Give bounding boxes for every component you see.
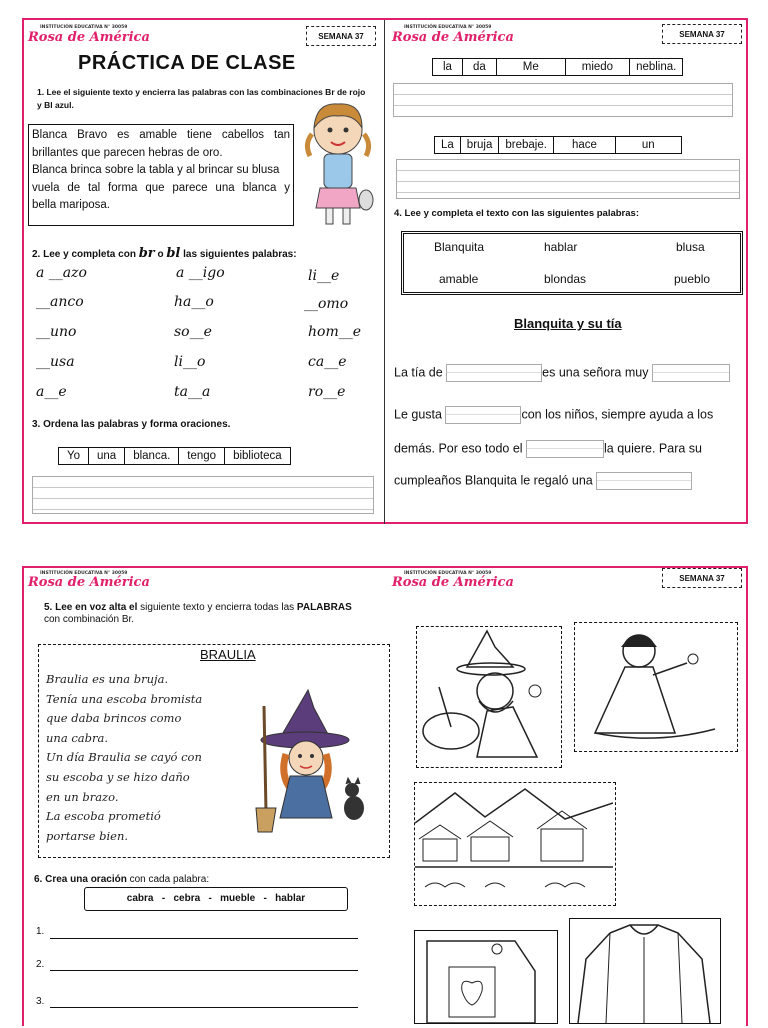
- line-number: 3.: [36, 996, 45, 1007]
- page-title: PRÁCTICA DE CLASE: [78, 52, 296, 74]
- word-tile: bruja: [461, 137, 500, 153]
- story-text-block: [46, 670, 202, 846]
- word-tile: blanca.: [125, 448, 179, 464]
- bl-combination: bl: [166, 246, 181, 261]
- blouse-frame: [569, 918, 721, 1024]
- word-tile: da: [463, 59, 497, 75]
- word-tile: brebaje.: [499, 137, 554, 153]
- story-line: Braulia es una bruja.: [46, 672, 169, 686]
- line-number: 1.: [36, 926, 45, 937]
- word-blank[interactable]: so__e: [174, 324, 212, 340]
- word-bank-item: Blanquita: [434, 240, 485, 254]
- story-line: en un brazo.: [46, 789, 119, 804]
- instruction-bold: PALABRAS: [296, 602, 352, 613]
- word-tile: la: [433, 59, 463, 75]
- word-blank[interactable]: a __azo: [36, 265, 87, 281]
- witch-cooking-frame: [416, 626, 562, 768]
- week-badge: SEMANA 37: [662, 24, 742, 44]
- word-tile: miedo: [566, 59, 630, 75]
- village-frame: [414, 782, 616, 906]
- word-tile: Yo: [59, 448, 89, 464]
- story-line-2: [394, 406, 744, 424]
- ordering-words-row-2: [432, 58, 683, 76]
- story-text: cumpleaños Blanquita le regaló una: [394, 473, 593, 488]
- text-line: brillantes que parecen hebras de oro.: [32, 146, 223, 159]
- story-line-1: [394, 364, 744, 382]
- instruction-text: 2. Lee y completa con: [32, 249, 136, 260]
- text-line: Blanca brinca sobre la tabla y al brincar su blusa: [32, 164, 280, 176]
- exercise-1-text-box: [28, 124, 294, 226]
- fill-blank[interactable]: [652, 364, 730, 382]
- exercise-4-instruction: 4. Lee y completa el texto con las siguientes palabras:: [394, 208, 639, 219]
- institution-label: INSTITUCIÓN EDUCATIVA N° 30059: [404, 571, 492, 576]
- book-image: [415, 931, 555, 1023]
- book-frame: [414, 930, 558, 1024]
- story-line: Un día Braulia se cayó con: [46, 750, 202, 765]
- story-line: Tenía una escoba bromista: [46, 691, 203, 706]
- word-bank-item: blondas: [544, 272, 587, 286]
- word-blank[interactable]: ha__o: [174, 294, 214, 310]
- answer-line[interactable]: [50, 970, 358, 971]
- br-combination: br: [138, 246, 155, 261]
- text-line: vuela de tal forma que parece una blanca y: [32, 181, 290, 194]
- snow-white-frame: [574, 622, 738, 752]
- word-blank[interactable]: ro__e: [308, 384, 346, 400]
- line-number: 2.: [36, 959, 45, 970]
- institution-label: INSTITUCIÓN EDUCATIVA N° 30059: [404, 25, 492, 30]
- word-blank[interactable]: __uno: [36, 324, 77, 340]
- exercise-5-instruction: [44, 602, 366, 626]
- word-blank[interactable]: ta__a: [174, 384, 211, 400]
- instruction-text: con cada palabra:: [129, 874, 210, 885]
- instruction-bold: 5. Lee en voz alta el: [44, 602, 138, 613]
- exercise-3-instruction: 3. Ordena las palabras y forma oraciones.: [32, 419, 231, 430]
- exercise-1-instruction: 1. Lee el siguiente texto y encierra las palabras con las combinaciones Br de rojo y Bl azul.: [37, 87, 366, 110]
- school-logo: Rosa de América: [392, 30, 514, 45]
- witch-cooking-image: [417, 627, 559, 765]
- story-line-4: [394, 472, 744, 490]
- word-tile: biblioteca: [233, 450, 282, 462]
- school-logo: Rosa de América: [28, 30, 150, 45]
- story-text: con los niños, siempre ayuda a los: [521, 407, 714, 422]
- word-blank[interactable]: hom__e: [308, 324, 362, 340]
- ordering-words-row-1: [58, 447, 291, 465]
- story-text: demás. Por eso todo el: [394, 441, 523, 456]
- word-tile: tengo: [179, 448, 225, 464]
- or-text: o: [157, 249, 164, 260]
- story-text: La tía de: [394, 365, 443, 380]
- story-title: BRAULIA: [200, 647, 256, 662]
- story-title: Blanquita y su tía: [514, 316, 622, 331]
- story-line: su escoba y se hizo daño: [46, 769, 190, 784]
- word-bank-item: blusa: [676, 240, 705, 254]
- blouse-image: [570, 919, 718, 1023]
- story-line: La escoba prometió: [46, 809, 161, 824]
- story-line: que daba brincos como: [46, 711, 182, 726]
- word-blank[interactable]: __anco: [36, 294, 84, 310]
- instruction-text: con combinación Br.: [44, 614, 135, 625]
- fill-blank[interactable]: [446, 364, 542, 382]
- story-text: Le gusta: [394, 407, 442, 422]
- girl-illustration: [296, 90, 380, 230]
- writing-lines[interactable]: [396, 159, 740, 199]
- story-line-3: [394, 440, 744, 458]
- word-tile: Me: [497, 59, 566, 75]
- word-blank[interactable]: a __igo: [176, 265, 225, 281]
- word-blank[interactable]: a__e: [36, 384, 67, 400]
- story-text: la quiere. Para su: [604, 441, 703, 456]
- word-tile: hace: [554, 137, 616, 153]
- instruction-bold: 6. Crea una oración: [34, 874, 127, 885]
- writing-lines[interactable]: [32, 476, 374, 514]
- text-line: Blanca Bravo es amable tiene cabellos tan: [32, 129, 290, 141]
- word-tile: un: [641, 139, 655, 151]
- word-bank-item: pueblo: [674, 272, 711, 286]
- word-blank[interactable]: li__e: [308, 268, 340, 284]
- story-text: es una señora muy: [542, 365, 649, 380]
- writing-lines[interactable]: [393, 83, 733, 117]
- school-logo: Rosa de América: [28, 575, 150, 590]
- word-blank[interactable]: ca__e: [308, 354, 347, 370]
- institution-label: INSTITUCIÓN EDUCATIVA N° 30059: [40, 571, 128, 576]
- page-divider: [384, 20, 385, 524]
- exercise-2-instruction: [32, 246, 297, 261]
- fill-blank[interactable]: [526, 440, 604, 458]
- week-badge: SEMANA 37: [662, 568, 742, 588]
- word-tile: una: [89, 448, 125, 464]
- word-blank[interactable]: __omo: [304, 296, 349, 312]
- word-bank-box: [401, 231, 743, 295]
- instruction-text: las siguientes palabras:: [183, 249, 297, 260]
- witch-illustration: [250, 686, 380, 836]
- week-badge: SEMANA 37: [306, 26, 376, 46]
- word-blank[interactable]: __usa: [36, 354, 75, 370]
- text-line: bella mariposa.: [32, 199, 110, 211]
- fill-blank[interactable]: [445, 406, 521, 424]
- instruction-text: siguiente texto y encierra todas las: [140, 602, 295, 613]
- word-tile: La: [435, 137, 461, 153]
- fill-blank[interactable]: [596, 472, 692, 490]
- answer-line[interactable]: [50, 1007, 358, 1008]
- answer-line[interactable]: [50, 938, 358, 939]
- ordering-words-row-3: [434, 136, 682, 154]
- word-bank-item: amable: [439, 272, 479, 286]
- word-list-box: cabra - cebra - mueble - hablar: [84, 887, 348, 911]
- school-logo: Rosa de América: [392, 575, 514, 590]
- word-blank[interactable]: li__o: [174, 354, 206, 370]
- word-bank-item: hablar: [544, 240, 578, 254]
- snow-white-image: [575, 623, 735, 749]
- word-tile: neblina.: [636, 61, 677, 73]
- story-line: una cabra.: [46, 730, 108, 745]
- institution-label: INSTITUCIÓN EDUCATIVA N° 30059: [40, 25, 128, 30]
- village-image: [415, 783, 613, 903]
- exercise-6-instruction: [34, 874, 209, 885]
- story-line: portarse bien.: [46, 828, 129, 843]
